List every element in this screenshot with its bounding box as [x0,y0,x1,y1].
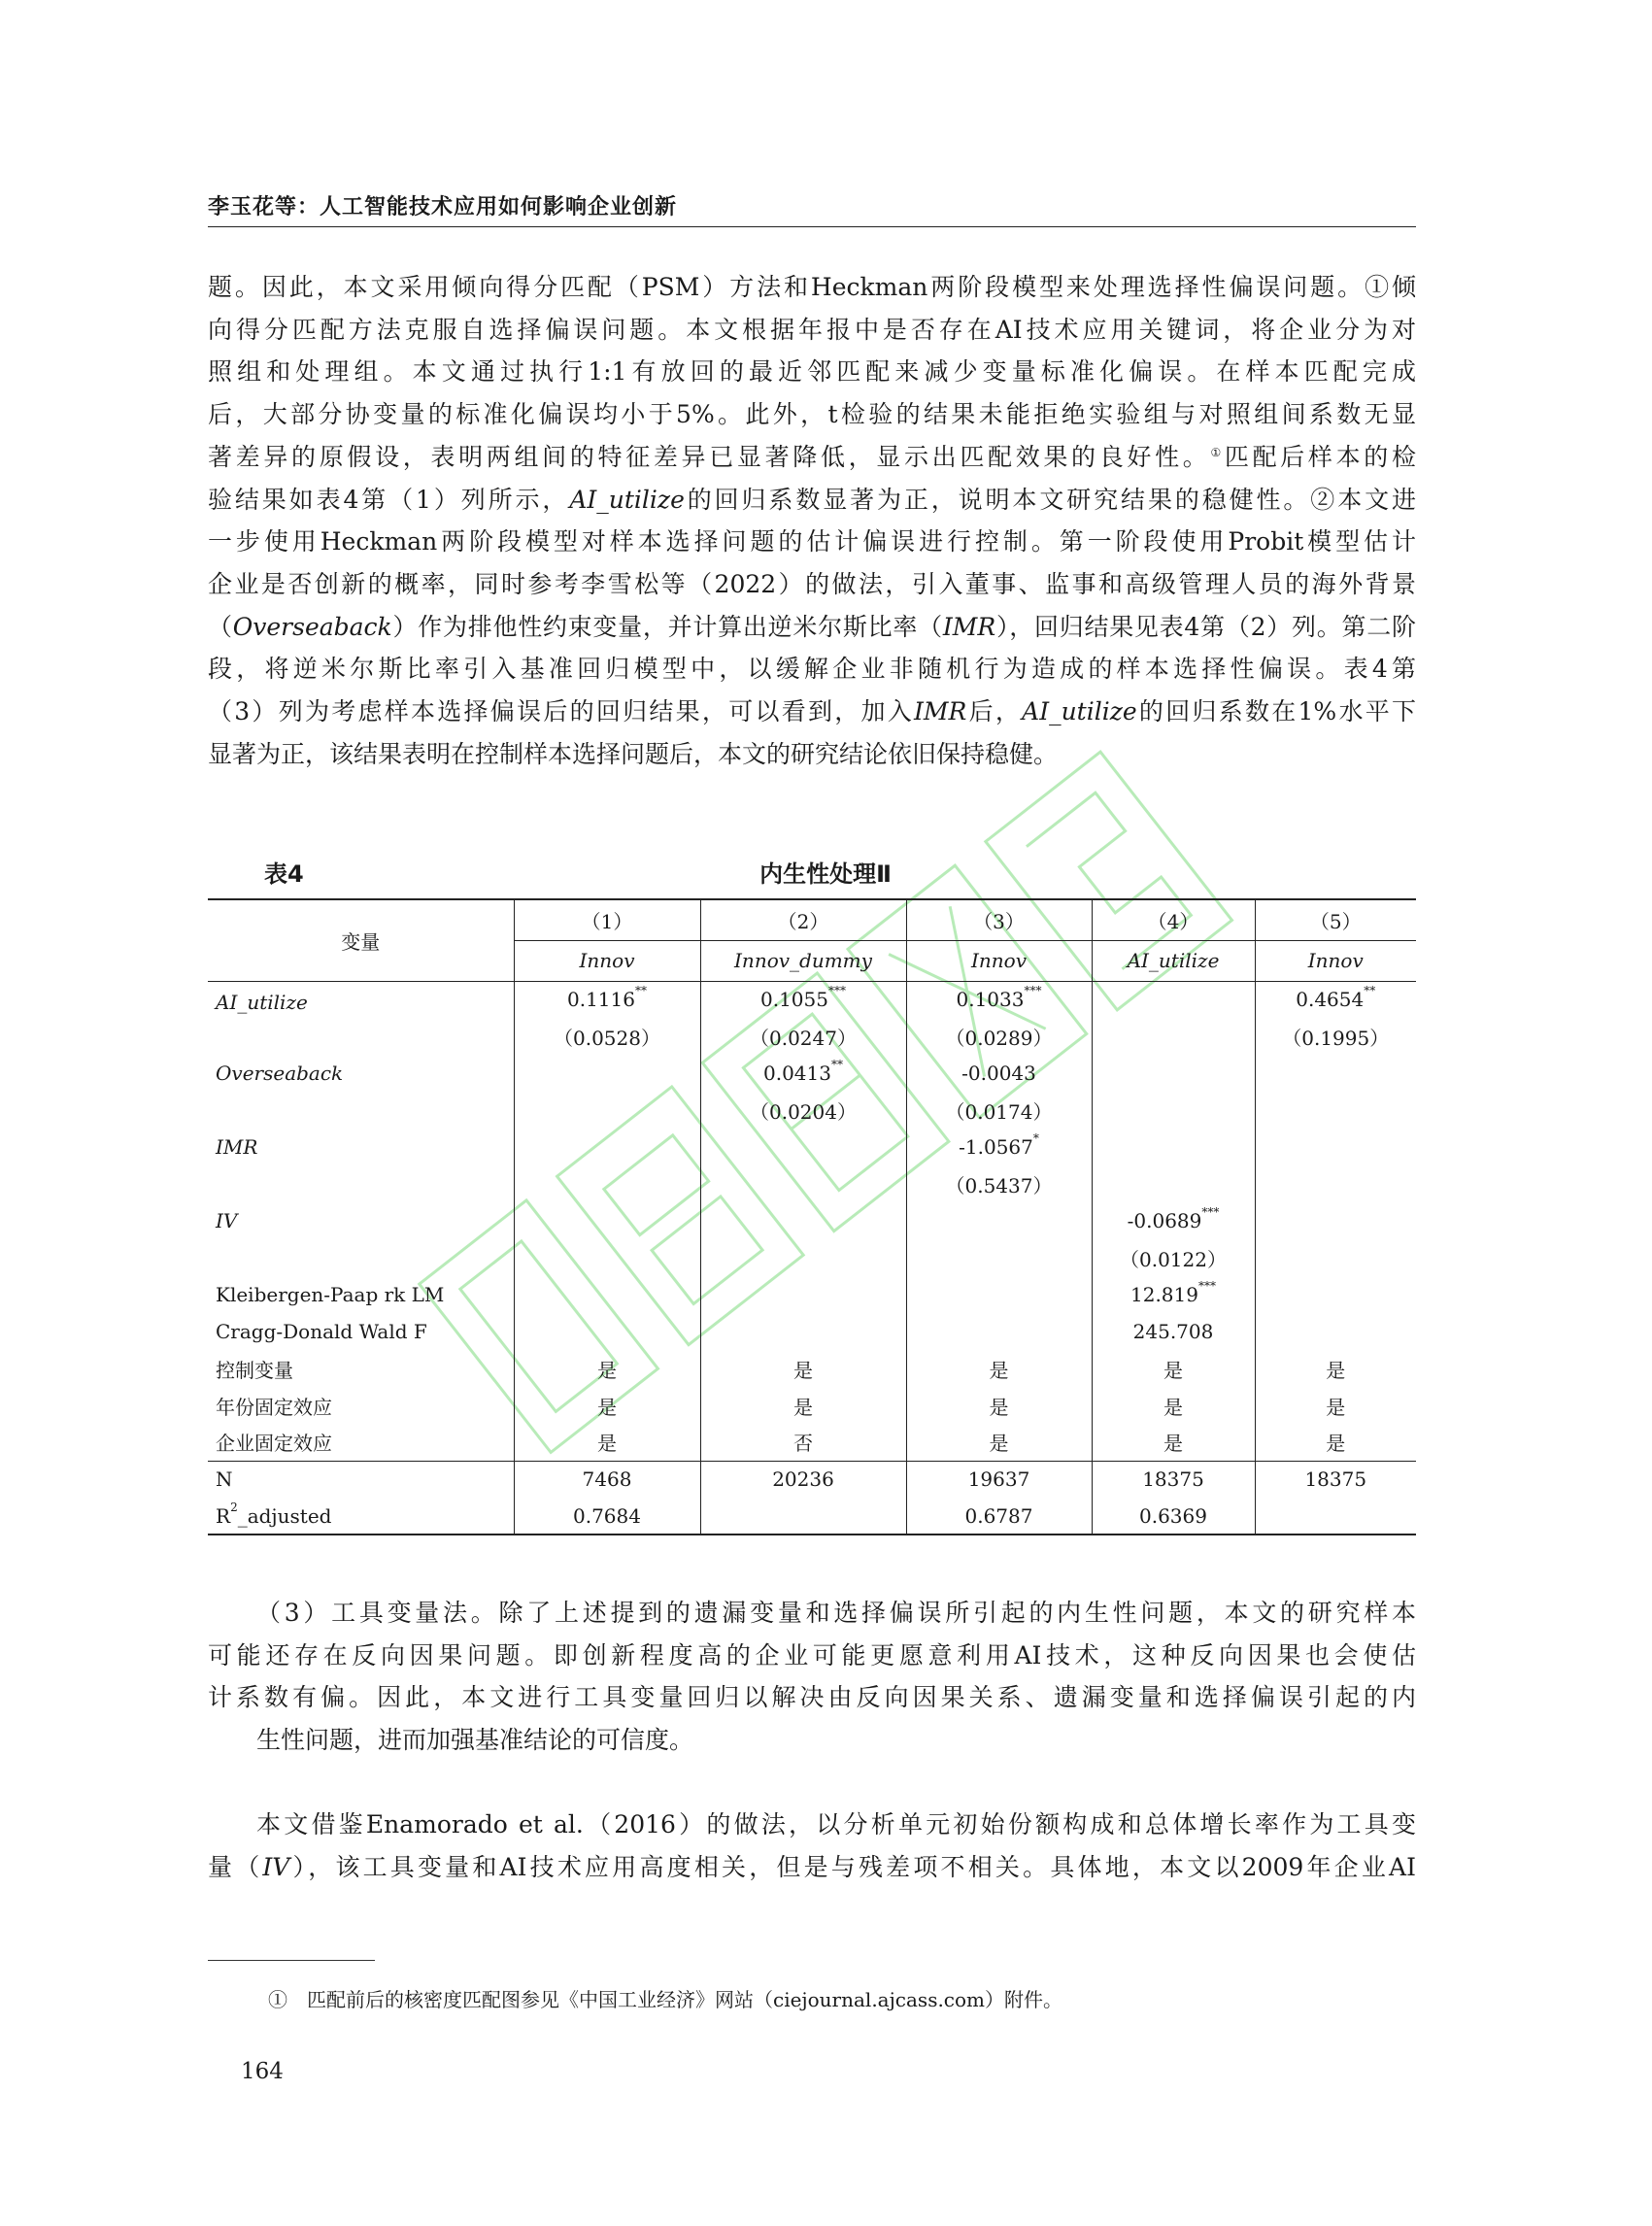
col-depvar: Innov_dummy [700,940,906,981]
para-line: 的回归系数显著为正，说明本文研究结果的稳健性。②本文进 [684,485,1416,514]
paragraph-iv-construction [208,1804,1416,1888]
page-number: 164 [241,2059,284,2084]
table-cell [700,981,906,1018]
cell-wrap [1130,1279,1216,1306]
para-line: 照组和处理组。本文通过执行1:1有放回的最近邻匹配来减少变量标准化偏误。在样本匹配完成 [208,357,1416,387]
table-cell [514,1165,700,1202]
table-cell: 0.6369 [1092,1498,1255,1535]
table-cell: 18375 [1092,1461,1255,1498]
table-cell [906,1129,1092,1165]
cell-value: 0.1116** [567,984,647,1012]
table-cell [1092,1239,1255,1276]
term-overseaback: Overseaback [232,612,392,641]
table-cell [1092,1313,1255,1350]
table-cell [700,1055,906,1092]
cell-value: -0.0043 [961,1062,1036,1085]
col-depvar: Innov [1255,940,1416,981]
cell-wrap [763,1058,843,1085]
significance-stars: *** [1197,1279,1216,1293]
row-name [208,1092,514,1129]
table-cell [906,1202,1092,1239]
significance-stars: ** [1364,984,1376,998]
term-iv: IV [262,1852,290,1881]
cell-wrap [946,1100,1053,1124]
table-cell: 是 [514,1387,700,1424]
table-cell [1255,981,1416,1018]
para-line: 的回归系数在1%水平下 [1136,697,1416,726]
para-line: 后， [966,697,1023,726]
cell-value: （0.0204） [750,1099,857,1124]
cell-value: -1.0567* [959,1131,1039,1159]
table-cell [1092,1092,1255,1129]
para-line: 可能还存在反向因果问题。即创新程度高的企业可能更愿意利用AI技术，这种反向因果也会使估 [208,1640,1416,1670]
row-name [208,1165,514,1202]
table-cell [514,981,700,1018]
cell-wrap [750,1100,857,1124]
table-cell [906,1165,1092,1202]
table-cell [1255,1092,1416,1129]
cell-value: 0.1055*** [760,984,846,1012]
r2-rest: _adjusted [237,1503,332,1528]
row-name [208,1018,514,1055]
table-cell [700,1129,906,1165]
table-cell: 是 [514,1350,700,1387]
table-cell: 0.7684 [514,1498,700,1535]
para-line: 向得分匹配方法克服自选择偏误问题。本文根据年报中是否存在AI技术应用关键词，将企业分为对 [208,315,1416,344]
col-number: （1） [514,899,700,940]
para-line: 量（ [208,1852,263,1881]
row-name: N [208,1461,514,1498]
table-cell [514,1129,700,1165]
table-cell [1255,1498,1416,1535]
table-cell [906,1018,1092,1055]
para-line: 企业是否创新的概率，同时参考李雪松等（2022）的做法，引入董事、监事和高级管理人员的海外背景 [208,569,1416,598]
footnote-rule [208,1960,375,1961]
col-depvar: Innov [514,940,700,981]
table-cell: 是 [1092,1350,1255,1387]
col-depvar: AI_utilize [1092,940,1255,981]
cell-wrap [946,1027,1053,1050]
results-table [208,898,1416,1535]
col-number: （3） [906,899,1092,940]
paragraph-iv-method [208,1592,1416,1762]
table-cell [1255,1239,1416,1276]
cell-value: （0.0528） [554,1026,660,1050]
table-cell [1092,1129,1255,1165]
table-cell [514,1313,700,1350]
para-line: ）作为排他性约束变量，并计算出逆米尔斯比率（ [391,612,943,641]
table-cell: 是 [906,1424,1092,1461]
cell-wrap [956,984,1042,1012]
para-line: 验结果如表4第（1）列所示， [208,485,570,514]
table-cell [906,1055,1092,1092]
col-number: （2） [700,899,906,940]
cell-wrap [1127,1205,1220,1232]
cell-wrap [959,1131,1039,1159]
cell-wrap [750,1027,857,1050]
table-cell: 是 [514,1424,700,1461]
cell-value: 0.1033*** [956,984,1042,1012]
table-cell [700,1498,906,1535]
cell-wrap [1120,1248,1227,1271]
table-cell: 7468 [514,1461,700,1498]
running-header: 李玉花等：人工智能技术应用如何影响企业创新 [208,195,678,219]
col-number: （5） [1255,899,1416,940]
table-cell [700,1313,906,1350]
table-cell [1092,1018,1255,1055]
cell-wrap [961,1062,1036,1085]
para-line: （3）工具变量法。除了上述提到的遗漏变量和选择偏误所引起的内生性问题，本文的研究样本 [256,1599,1416,1627]
cell-value: -0.0689*** [1127,1205,1220,1232]
table-cell [514,1239,700,1276]
table-cell [906,1313,1092,1350]
significance-stars: *** [1024,984,1042,998]
r2-base: R [216,1503,231,1528]
cell-wrap [1296,984,1376,1012]
table-cell: 是 [1255,1424,1416,1461]
para-line: 生性问题，进而加强基准结论的可信度。 [256,1726,694,1755]
table-cell [1255,1165,1416,1202]
cell-value: （0.5437） [945,1173,1053,1197]
term-ai-utilize: AI_utilize [1022,697,1137,726]
table-cell: 0.6787 [906,1498,1092,1535]
significance-stars: *** [1201,1205,1220,1219]
table-cell: 是 [1092,1387,1255,1424]
cell-wrap [1282,1027,1389,1050]
r2-sup: 2 [230,1500,238,1514]
para-line: 后，大部分协变量的标准化偏误均小于5%。此外，t检验的结果未能拒绝实验组与对照组间系数无显 [208,400,1416,429]
table-cell [1255,1202,1416,1239]
para-line-last: 显著为正，该结果表明在控制样本选择问题后，本文的研究结论依旧保持稳健。 [208,739,1059,768]
table-cell: 是 [1255,1350,1416,1387]
table-cell: 19637 [906,1461,1092,1498]
para-line: 题。因此，本文采用倾向得分匹配（PSM）方法和Heckman两阶段模型来处理选择性偏误问题。①倾 [208,273,1416,301]
row-name [208,1239,514,1276]
term-ai-utilize: AI_utilize [569,485,685,514]
row-name: Cragg-Donald Wald F [216,1320,427,1343]
table-cell [906,1276,1092,1313]
table-cell [906,1239,1092,1276]
significance-stars: *** [827,984,846,998]
table-cell [1092,1202,1255,1239]
cell-value: （0.0247） [750,1026,857,1050]
var-header: 变量 [208,899,514,981]
table-cell [700,1018,906,1055]
cell-value: 245.708 [1132,1320,1214,1343]
cell-value: 12.819*** [1130,1279,1216,1306]
paragraph-psm-heckman [208,266,1416,775]
footnote-mark: ① [1210,445,1225,459]
cell-value: 0.4654** [1296,984,1376,1012]
cell-wrap [554,1027,660,1050]
table-cell: 否 [700,1424,906,1461]
para-line: 段，将逆米尔斯比率引入基准回归模型中，以缓解企业非随机行为造成的样本选择性偏误。表4第 [208,655,1416,684]
cell-value: （0.1995） [1282,1026,1390,1050]
table-cell [514,1092,700,1129]
table-cell: 是 [700,1350,906,1387]
row-name: Kleibergen-Paap rk LM [216,1283,445,1306]
header-rule [208,226,1416,227]
row-name: AI_utilize [216,991,308,1015]
table-cell [700,1202,906,1239]
significance-stars: * [1032,1131,1039,1145]
table-cell: 是 [1255,1387,1416,1424]
para-line: 著差异的原假设，表明两组间的特征差异已显著降低，显示出匹配效果的良好性。 [208,442,1211,471]
para-line: ），回归结果见表4第（2）列。第二阶 [995,612,1416,641]
table-cell [1092,1276,1255,1313]
table-cell [514,1276,700,1313]
significance-stars: ** [634,984,647,998]
table-cell [1092,1165,1255,1202]
row-name: IV [216,1209,238,1232]
table-cell [700,1276,906,1313]
col-number: （4） [1092,899,1255,940]
table-cell [1255,1018,1416,1055]
table-title: 内生性处理Ⅱ [759,860,892,888]
term-imr: IMR [942,612,996,641]
table-cell: 是 [700,1387,906,1424]
significance-stars: ** [830,1058,843,1071]
table-cell [514,1018,700,1055]
term-imr: IMR [914,697,967,726]
para-line: 计系数有偏。因此，本文进行工具变量回归以解决由反向因果关系、遗漏变量和选择偏误引起的内 [208,1683,1416,1712]
row-name: IMR [216,1135,258,1159]
table-cell [906,981,1092,1018]
col-depvar: Innov [906,940,1092,981]
footnote: ① 匹配前后的核密度匹配图参见《中国工业经济》网站（ciejournal.ajcass.com）附件。 [268,1988,1063,2011]
cell-value: （0.0174） [945,1099,1053,1124]
table-cell [1092,1055,1255,1092]
table-cell: 是 [1092,1424,1255,1461]
table-cell: 18375 [1255,1461,1416,1498]
table-label: 表4 [264,860,304,888]
cell-value: （0.0289） [945,1026,1053,1050]
table-cell [1255,1055,1416,1092]
cell-value: （0.0122） [1120,1247,1227,1271]
cell-wrap [567,984,647,1012]
table-cell [514,1202,700,1239]
table-cell [1255,1129,1416,1165]
table-cell [700,1165,906,1202]
para-line: （3）列为考虑样本选择偏误后的回归结果，可以看到，加入 [208,697,915,726]
cell-value: 0.0413** [763,1058,843,1085]
table-cell [906,1092,1092,1129]
row-name: 年份固定效应 [216,1395,332,1419]
table-cell [1092,981,1255,1018]
para-line: ），该工具变量和AI技术应用高度相关，但是与残差项不相关。具体地，本文以2009年企业AI [289,1852,1416,1881]
para-line: （ [208,612,233,641]
table-cell: 是 [906,1350,1092,1387]
table-cell [1255,1313,1416,1350]
cell-wrap [1133,1320,1214,1343]
table-cell: 是 [906,1387,1092,1424]
para-line: 匹配后样本的检 [1224,442,1416,471]
row-name: 控制变量 [216,1358,293,1382]
table-cell [514,1055,700,1092]
row-name: Overseaback [216,1062,344,1085]
cell-wrap [946,1174,1053,1197]
row-name [208,1498,514,1535]
row-name: 企业固定效应 [216,1432,332,1456]
para-line: 一步使用Heckman两阶段模型对样本选择问题的估计偏误进行控制。第一阶段使用Probit模型估计 [208,527,1416,556]
cell-wrap [760,984,846,1012]
table-cell: 20236 [700,1461,906,1498]
table-cell [700,1239,906,1276]
para-line: 本文借鉴Enamorado et al.（2016）的做法，以分析单元初始份额构成和总体增长率作为工具变 [256,1810,1416,1838]
table-cell [700,1092,906,1129]
table-cell [1255,1276,1416,1313]
